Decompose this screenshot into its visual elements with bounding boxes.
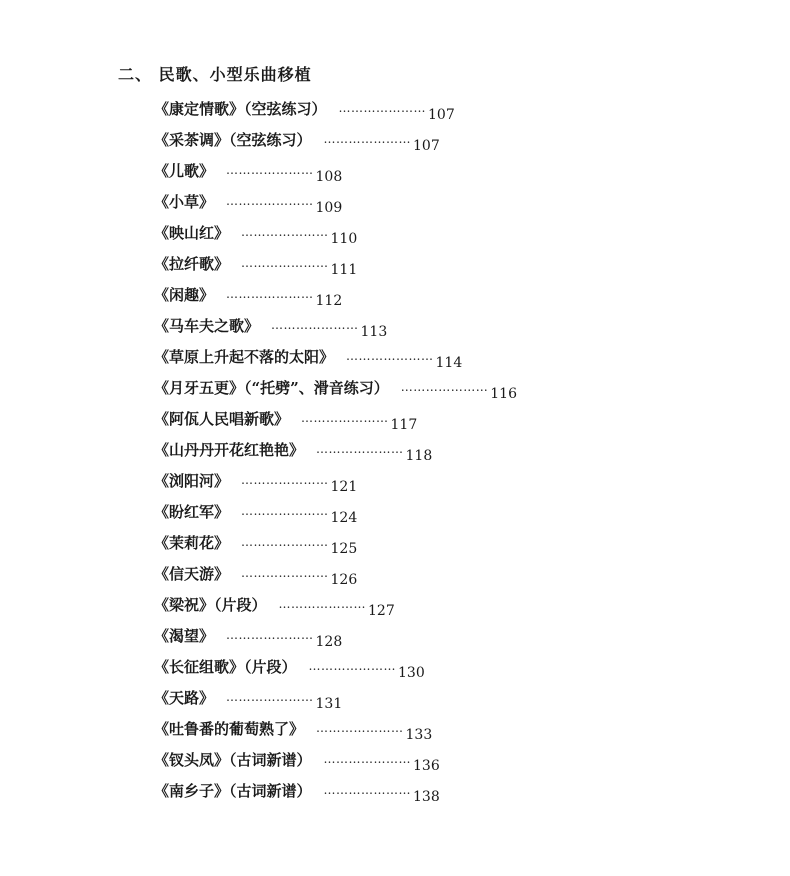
entry-leader-dots: …………………	[226, 628, 314, 642]
entry-page-number: 112	[315, 293, 343, 309]
entry-leader-dots: …………………	[226, 194, 314, 208]
entry-page-number: 114	[435, 355, 463, 371]
entry-page-number: 108	[315, 169, 343, 185]
entry-leader-dots: …………………	[400, 380, 489, 394]
entry-page-number: 113	[360, 324, 388, 340]
entry-leader-dots: …………………	[301, 411, 389, 425]
toc-entry[interactable]	[154, 406, 517, 437]
toc-entry[interactable]	[154, 158, 517, 189]
entry-title: 《小草》	[154, 193, 215, 211]
entry-title: 《盼红军》	[154, 503, 230, 521]
entry-page-number: 117	[390, 417, 418, 433]
entry-title: 《钗头凤》（古词新谱）	[154, 751, 312, 769]
entry-title: 《月牙五更》（“托劈”、滑音练习）	[154, 379, 389, 397]
entry-leader-dots: …………………	[323, 783, 412, 797]
entry-title: 《吐鲁番的葡萄熟了》	[154, 720, 305, 738]
entry-leader-dots: …………………	[346, 349, 434, 363]
entry-page-number: 130	[398, 665, 425, 681]
toc-entry[interactable]	[154, 468, 517, 499]
entry-page-number: 116	[490, 386, 517, 402]
entry-page-number: 131	[315, 696, 343, 712]
entry-page-number: 110	[330, 231, 358, 247]
entry-leader-dots: …………………	[226, 287, 314, 301]
entry-page-number: 121	[330, 479, 358, 495]
entry-page-number: 111	[330, 262, 358, 278]
entry-title: 《映山红》	[154, 224, 230, 242]
entry-page-number: 125	[330, 541, 358, 557]
entry-page-number: 107	[413, 138, 440, 154]
toc-entry[interactable]	[154, 685, 517, 716]
toc-entry[interactable]	[154, 344, 517, 375]
entry-title: 《浏阳河》	[154, 472, 230, 490]
entry-leader-dots: …………………	[241, 473, 329, 487]
entry-title: 《阿佤人民唱新歌》	[154, 410, 290, 428]
entry-leader-dots: …………………	[316, 442, 404, 456]
entry-leader-dots: …………………	[278, 597, 367, 611]
entry-leader-dots: …………………	[271, 318, 359, 332]
entry-page-number: 133	[405, 727, 433, 743]
entry-title: 《天路》	[154, 689, 215, 707]
entry-page-number: 127	[368, 603, 395, 619]
entry-title: 《马车夫之歌》	[154, 317, 260, 335]
entry-title: 《草原上升起不落的太阳》	[154, 348, 335, 366]
entry-title: 《采茶调》（空弦练习）	[154, 131, 312, 149]
toc-entry[interactable]	[154, 623, 517, 654]
entry-page-number: 118	[405, 448, 433, 464]
entry-leader-dots: …………………	[241, 256, 329, 270]
toc-entry[interactable]	[154, 561, 517, 592]
entry-leader-dots: …………………	[241, 225, 329, 239]
toc-entry[interactable]	[154, 499, 517, 530]
entry-page-number: 109	[315, 200, 343, 216]
entry-page-number: 136	[413, 758, 440, 774]
entry-title: 《茉莉花》	[154, 534, 230, 552]
toc-entry[interactable]	[154, 592, 517, 623]
entry-leader-dots: …………………	[323, 132, 412, 146]
toc-entry[interactable]	[154, 220, 517, 251]
entry-leader-dots: …………………	[338, 101, 427, 115]
toc-entry[interactable]	[154, 96, 517, 127]
toc-entry[interactable]	[154, 437, 517, 468]
toc-entry[interactable]	[154, 747, 517, 778]
entry-title: 《长征组歌》（片段）	[154, 658, 297, 676]
entry-title: 《儿歌》	[154, 162, 215, 180]
entry-page-number: 124	[330, 510, 358, 526]
entry-leader-dots: …………………	[226, 163, 314, 177]
entry-page-number: 107	[428, 107, 455, 123]
entry-leader-dots: …………………	[323, 752, 412, 766]
entry-leader-dots: …………………	[226, 690, 314, 704]
section-heading: 二、 民歌、小型乐曲移植	[118, 65, 312, 84]
entry-title: 《渴望》	[154, 627, 215, 645]
entry-title: 《南乡子》（古词新谱）	[154, 782, 312, 800]
toc-entry[interactable]	[154, 530, 517, 561]
toc-entry[interactable]	[154, 375, 517, 406]
entry-leader-dots: …………………	[241, 535, 329, 549]
entry-leader-dots: …………………	[241, 504, 329, 518]
toc-entry[interactable]	[154, 313, 517, 344]
toc-entry[interactable]	[154, 282, 517, 313]
toc-entry[interactable]	[154, 189, 517, 220]
toc-entry[interactable]	[154, 716, 517, 747]
entry-title: 《山丹丹开花红艳艳》	[154, 441, 305, 459]
toc-entry[interactable]	[154, 251, 517, 282]
entry-title: 《康定情歌》（空弦练习）	[154, 100, 327, 118]
entry-title: 《闲趣》	[154, 286, 215, 304]
entry-page-number: 126	[330, 572, 358, 588]
entry-leader-dots: …………………	[241, 566, 329, 580]
entry-page-number: 138	[413, 789, 440, 805]
entry-leader-dots: …………………	[308, 659, 397, 673]
entry-title: 《信天游》	[154, 565, 230, 583]
entry-page-number: 128	[315, 634, 343, 650]
toc-entry[interactable]	[154, 127, 517, 158]
entry-leader-dots: …………………	[316, 721, 404, 735]
toc-entry[interactable]	[154, 654, 517, 685]
entry-title: 《拉纤歌》	[154, 255, 230, 273]
entry-title: 《梁祝》（片段）	[154, 596, 267, 614]
toc-entry[interactable]	[154, 778, 517, 809]
toc-list	[154, 96, 517, 809]
